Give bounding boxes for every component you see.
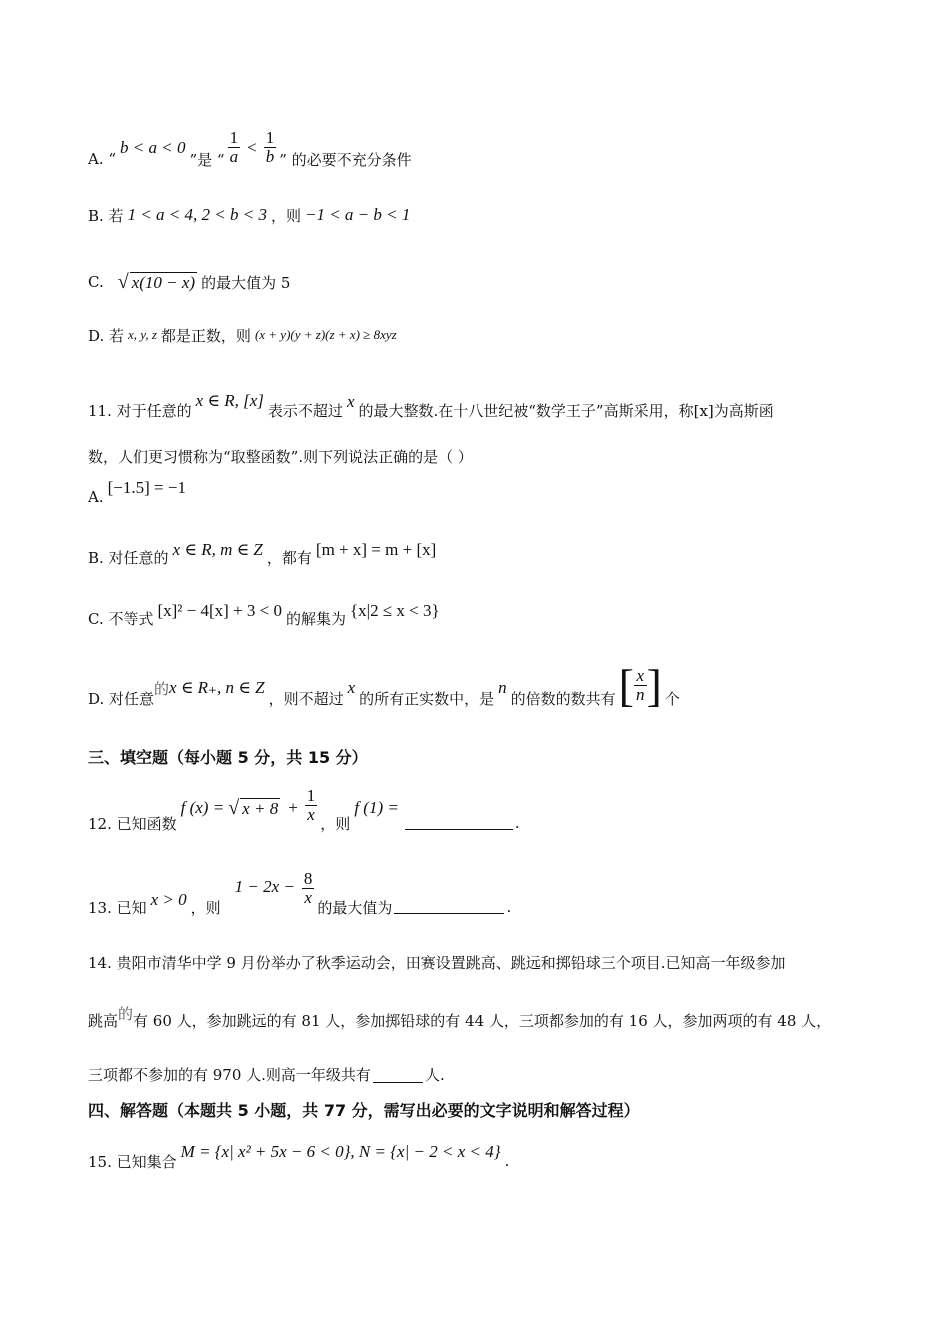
fraction	[228, 129, 241, 167]
answer-blank[interactable]	[394, 897, 504, 914]
math-condition: x > 0	[150, 890, 187, 909]
text: ，则	[320, 814, 351, 833]
math-inequality: [x]² − 4[x] + 3 < 0	[157, 601, 282, 620]
text: .	[506, 898, 512, 916]
radical-sign: √	[117, 270, 129, 293]
section-title-fill-in: 三、填空题（每小题 5 分，共 15 分）	[88, 747, 368, 767]
denominator: x	[304, 888, 312, 908]
section-title-answer: 四、解答题（本题共 5 小题，共 77 分，需写出必要的文字说明和解答过程）	[88, 1100, 640, 1120]
math-set: {x|2 ≤ x < 3}	[350, 601, 440, 620]
denominator: n	[636, 685, 645, 705]
text: 的最大值为	[317, 898, 393, 917]
math-sets: M = {x| x² + 5x − 6 < 0}, N = {x| − 2 < x < 4}	[180, 1142, 501, 1161]
math-inequality: (x + y)(y + z)(z + x) ≥ 8xyz	[254, 327, 397, 342]
answer-blank[interactable]	[373, 1066, 423, 1083]
q14-line2	[88, 1002, 831, 1030]
q11-stem-line2	[88, 444, 473, 468]
floor-fraction	[618, 660, 662, 711]
q14-line1: 14. 贵阳市清华中学 9 月份举办了秋季运动会，田赛设置跳高、跳远和掷铅球三个项目.已知高一年级参加	[88, 953, 786, 972]
question-label: 13. 已知	[88, 898, 147, 917]
math: x ∈ R, [x]	[195, 391, 264, 410]
q11-option-c	[88, 598, 444, 630]
denominator: b	[265, 147, 275, 167]
right-bracket: ]	[646, 660, 662, 711]
square-root	[118, 272, 197, 293]
q13	[88, 860, 511, 918]
option-label: A.	[88, 488, 104, 506]
option-label: B. 对任意的	[88, 548, 169, 567]
math-vars: x, y, z	[128, 327, 157, 342]
q11-option-b	[88, 538, 440, 568]
text: 的	[118, 1004, 134, 1023]
text: 的最大值为 5	[201, 273, 291, 292]
math: [−1.5] = −1	[107, 478, 186, 497]
question-label: 15. 已知集合	[88, 1152, 177, 1171]
text: 有 60 人，参加跳远的有 81 人，参加掷铅球的有 44 人，三项都参加的有 16 人，参加两项的有 48 人，	[133, 1011, 832, 1030]
option-label: A. “	[88, 150, 117, 168]
fraction	[302, 870, 315, 908]
math-function: f (x) =	[180, 798, 225, 817]
option-label: D. 对任意	[88, 689, 155, 708]
answer-blank[interactable]	[405, 813, 513, 830]
left-bracket: [	[618, 660, 634, 711]
text: 表示不超过	[267, 401, 343, 420]
square-root	[228, 798, 280, 819]
math-ask: f (1) =	[354, 798, 399, 817]
q10-option-a	[88, 118, 412, 178]
denominator: a	[229, 147, 239, 167]
numerator: 8	[303, 869, 313, 889]
numerator: 1	[229, 128, 239, 148]
text: 的	[154, 679, 170, 698]
option-label: D. 若	[88, 326, 125, 345]
text: 跳高	[88, 1011, 119, 1030]
math-condition: 1 < a < 4, 2 < b < 3	[127, 205, 267, 224]
q11-stem-line1	[88, 384, 774, 424]
q15	[88, 1132, 509, 1172]
text: 三项都不参加的有 970 人.则高一年级共有	[88, 1065, 371, 1084]
text: 人.	[424, 1065, 445, 1084]
radicand: x(10 − x)	[131, 272, 196, 292]
q10-option-b	[88, 200, 414, 230]
text: ，则	[190, 898, 221, 917]
question-label: 12. 已知函数	[88, 814, 177, 833]
text: 数，人们更习惯称为“取整函数”.则下列说法正确的是（ ）	[88, 447, 473, 466]
text: 11. 对于任意的	[88, 401, 192, 420]
numerator: 1	[265, 128, 275, 148]
text: 都是正数，则	[160, 326, 251, 345]
option-label: C. 不等式	[88, 609, 154, 628]
text: 的最大整数.在十八世纪被“数学王子”高斯采用，称[x]为高斯函	[358, 401, 774, 420]
numerator: x	[636, 666, 645, 686]
q10-option-c	[88, 264, 290, 300]
text: 的所有正实数中，是	[359, 689, 495, 708]
math-result: −1 < a − b < 1	[304, 205, 411, 224]
math: x	[346, 392, 355, 411]
fraction	[634, 667, 647, 705]
text: ，则	[270, 206, 301, 225]
fraction	[264, 129, 277, 167]
text: ，都有	[266, 548, 312, 567]
text: ，则不超过	[268, 689, 344, 708]
math-condition: x ∈ R, m ∈ Z	[172, 540, 263, 559]
text: 的倍数的数共有	[510, 689, 616, 708]
math: x	[347, 678, 356, 697]
q11-option-a	[88, 478, 190, 506]
math: [m + x] = m + [x]	[315, 540, 437, 559]
text: ”是 “	[189, 150, 225, 169]
fraction	[305, 787, 318, 825]
plus: +	[288, 798, 298, 817]
q11-option-d	[88, 656, 680, 716]
math-condition: b < a < 0	[120, 138, 186, 157]
math: n	[498, 678, 507, 697]
radicand: x + 8	[242, 798, 279, 818]
math-condition: x ∈ R₊, n ∈ Z	[169, 678, 265, 697]
text: 个	[664, 689, 680, 708]
numerator: 1	[306, 786, 316, 806]
text: 的解集为	[286, 609, 347, 628]
math-expression: 1 − 2x −	[234, 877, 295, 896]
q10-option-d	[88, 322, 401, 348]
text: .	[514, 814, 520, 832]
option-label: B. 若	[88, 206, 124, 225]
q12	[88, 778, 520, 834]
radical-sign: √	[228, 796, 240, 819]
less-than: <	[247, 138, 257, 157]
text: .	[504, 1152, 510, 1170]
option-label: C.	[88, 273, 104, 291]
q14-line3	[88, 1062, 445, 1086]
denominator: x	[307, 805, 315, 825]
text: ” 的必要不充分条件	[279, 150, 412, 169]
